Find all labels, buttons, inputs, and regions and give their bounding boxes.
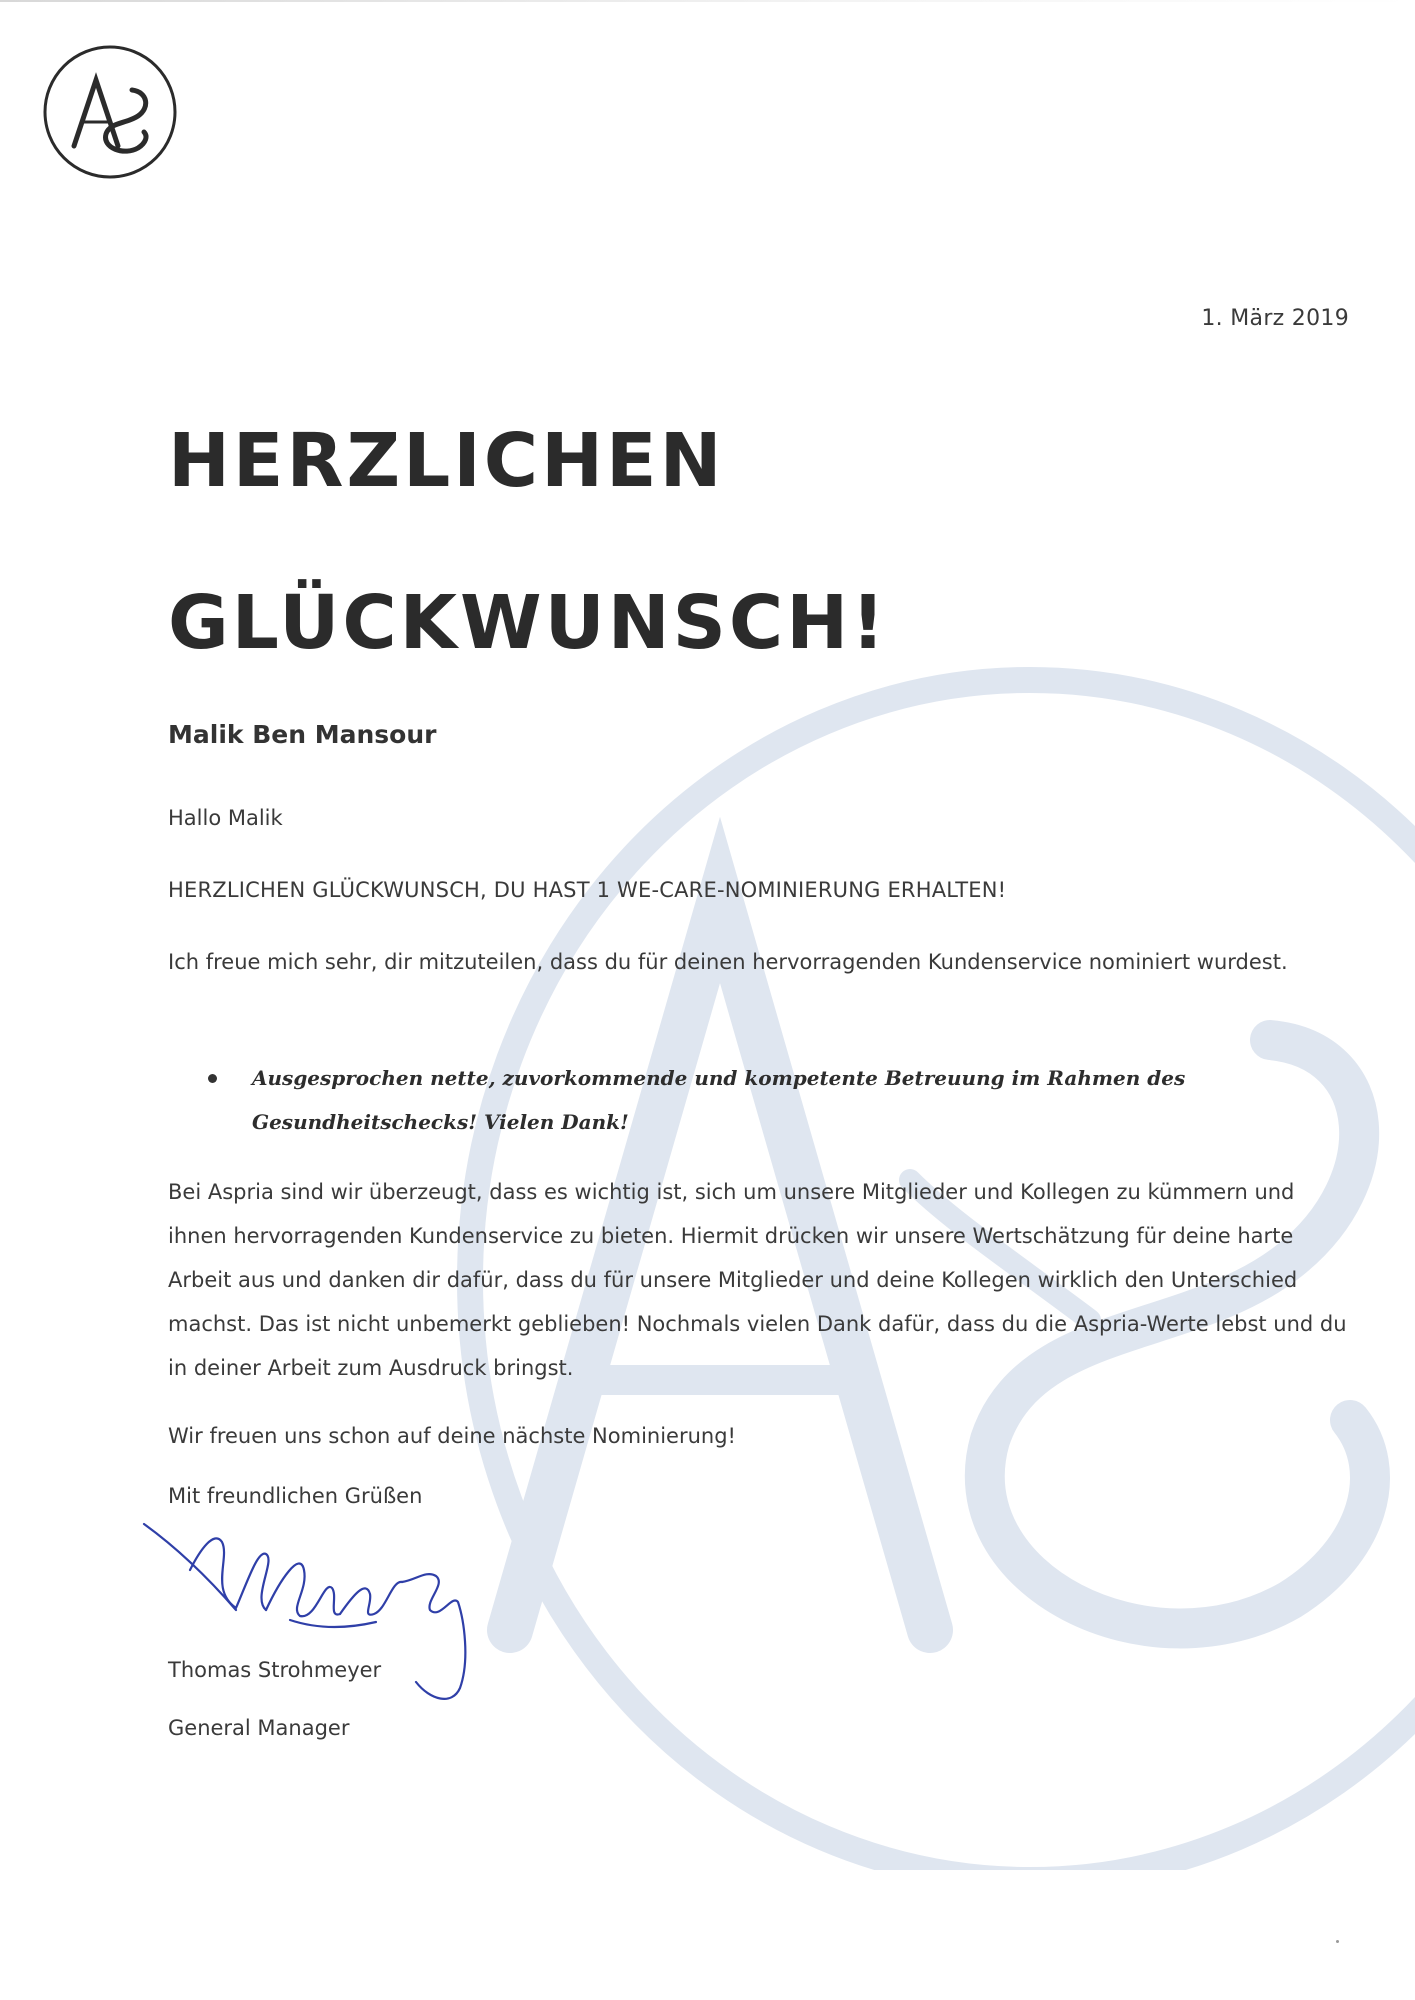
greeting: Hallo Malik xyxy=(168,806,283,830)
signer-name: Thomas Strohmeyer xyxy=(168,1658,382,1682)
nomination-quote xyxy=(204,1056,1354,1144)
announcement: HERZLICHEN GLÜCKWUNSCH, DU HAST 1 WE-CARE-NOMINIERUNG ERHALTEN! xyxy=(168,878,1007,902)
recipient-name: Malik Ben Mansour xyxy=(168,720,437,749)
bullet-icon xyxy=(208,1074,217,1083)
headline-line-1: HERZLICHEN xyxy=(168,418,725,504)
body-paragraph: Bei Aspria sind wir überzeugt, dass es wichtig ist, sich um unsere Mitglieder und Kollegen zu kümmern und ihnen hervorragenden Kundenservice zu bieten. Hiermit drücken wir unsere Wertschätzung für deine harte Arbeit aus und danken dir dafür, dass du für unsere Mitglieder und deine Kollegen wirklich den Unterschied machst. Das ist nicht unbemerkt geblieben! Nochmals vielen Dank dafür, dass du die Aspria-Werte lebst und du in deiner Arbeit zum Ausdruck bringst. xyxy=(168,1180,1347,1380)
nomination-quotes xyxy=(204,1056,1354,1144)
letter-date: 1. März 2019 xyxy=(1201,306,1349,331)
headline xyxy=(168,380,888,704)
nomination-quote-text: Ausgesprochen nette, zuvorkommende und kompetente Betreuung im Rahmen des Gesundheitschecks! Vielen Dank! xyxy=(252,1066,1186,1134)
scan-edge xyxy=(0,0,1415,2)
aspria-monogram-logo-icon xyxy=(40,42,180,182)
scan-speck xyxy=(1336,1940,1339,1943)
signer-title: General Manager xyxy=(168,1716,350,1740)
outlook-paragraph: Wir freuen uns schon auf deine nächste Nominierung! xyxy=(168,1424,736,1448)
closing-salutation: Mit freundlichen Grüßen xyxy=(168,1484,423,1508)
handwritten-signature-icon xyxy=(140,1510,480,1730)
intro-paragraph: Ich freue mich sehr, dir mitzuteilen, dass du für deinen hervorragenden Kundenservice nominiert wurdest. xyxy=(168,950,1288,974)
headline-line-2: GLÜCKWUNSCH! xyxy=(168,580,888,666)
